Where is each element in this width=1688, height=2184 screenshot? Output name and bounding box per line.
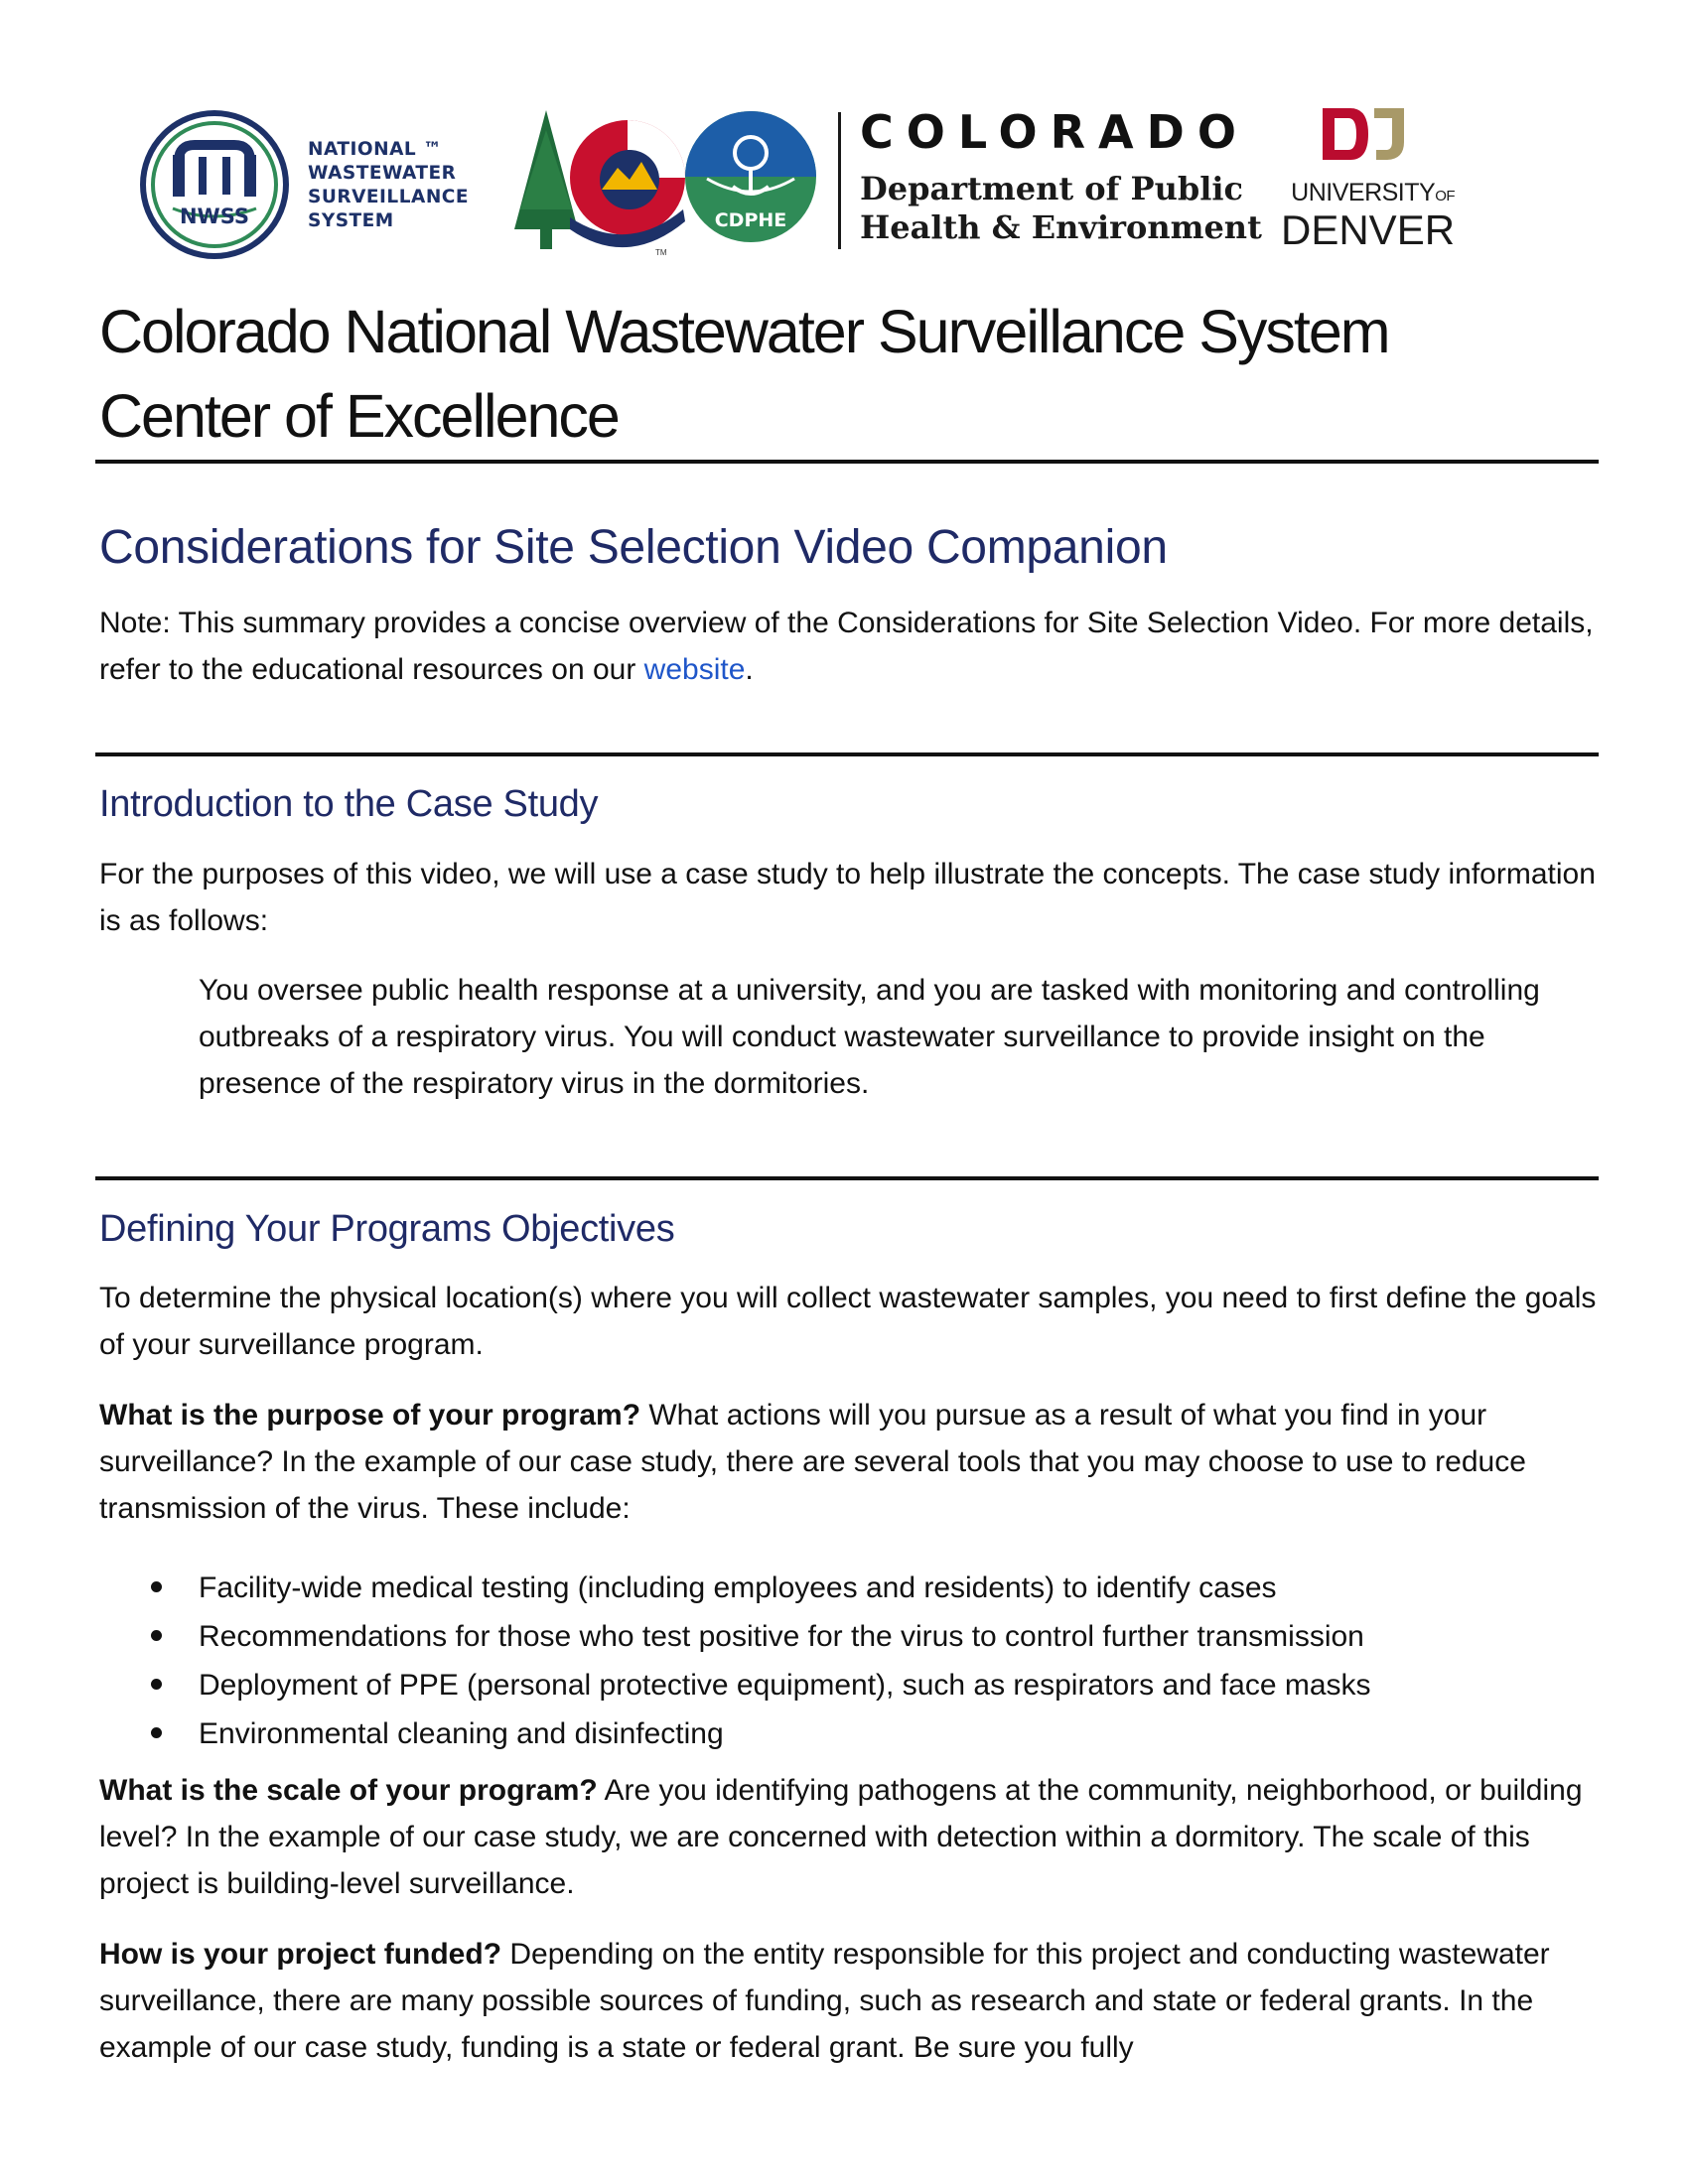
purpose-text: What actions will you pursue as a result of what you find in your surveillance? In the example of our case study, there are several tools that you may choose to use to reduce transmission of the virus. These include: [99, 1399, 1526, 1525]
cdphe-name-line: Health & Environment [860, 208, 1262, 246]
cdphe-seal-logo [683, 109, 818, 244]
funding-question: How is your project funded? [99, 1938, 502, 1971]
cdphe-seal-text: CDPHE [714, 209, 787, 231]
intro-heading: Introduction to the Case Study [99, 783, 599, 825]
cdphe-name [860, 170, 1262, 247]
tools-list [99, 1564, 1609, 1758]
nwss-wordmark [308, 138, 469, 233]
partner-logos [139, 104, 1460, 268]
du-of: OF [1435, 188, 1456, 205]
university-of-denver-mark [1321, 106, 1406, 162]
list-item: Deployment of PPE (personal protective equipment), such as respirators and face masks [99, 1661, 1609, 1709]
logo-divider [838, 112, 841, 249]
list-item: Recommendations for those who test positive for the virus to control further transmission [99, 1612, 1609, 1661]
university-of-denver-wordmark [1281, 180, 1455, 251]
nwss-seal-text: NWSS [179, 205, 250, 228]
scale-text: Are you identifying pathogens at the community, neighborhood, or building level? In the example of our case study, we are concerned with detection within a dormitory. The scale of this project is building-level surveillance. [99, 1774, 1583, 1900]
objectives-paragraph: To determine the physical location(s) where you will collect wastewater samples, you need to first define the goals of your surveillance program. [99, 1282, 1597, 1361]
scale-question: What is the scale of your program? [99, 1774, 598, 1807]
du-denver: DENVER [1281, 206, 1456, 253]
list-item: Environmental cleaning and disinfecting [99, 1709, 1609, 1758]
section-divider [95, 752, 1599, 756]
du-university: UNIVERSITY [1291, 179, 1436, 206]
document-title-line: Colorado National Wastewater Surveillance System [99, 298, 1389, 365]
website-link[interactable]: website [643, 653, 746, 686]
document-title [99, 290, 1599, 459]
document-title-line: Center of Excellence [99, 382, 619, 450]
cdphe-name-line: Department of Public [860, 170, 1244, 207]
case-study-quote: You oversee public health response at a university, and you are tasked with monitoring and controlling outbreaks of a respiratory virus. You will conduct wastewater surveillance to provide insight on the presence of the respiratory virus in the dormitories. [199, 974, 1540, 1100]
companion-heading: Considerations for Site Selection Video Companion [99, 521, 1168, 574]
purpose-question: What is the purpose of your program? [99, 1399, 641, 1432]
funding-paragraph [99, 1931, 1609, 2071]
section-divider [95, 1176, 1599, 1180]
note-suffix: . [745, 653, 754, 686]
title-divider [95, 460, 1599, 464]
scale-paragraph [99, 1767, 1609, 1907]
purpose-paragraph [99, 1392, 1609, 1532]
nwss-seal-logo [139, 109, 290, 260]
colorado-state-logo [506, 110, 687, 259]
funding-text: Depending on the entity responsible for this project and conducting wastewater surveillance, there are many possible sources of funding, such as research and state or federal grants. In the example of our case study, funding is a state or federal grant. Be sure you fully [99, 1938, 1550, 2064]
svg-text:TM: TM [655, 248, 667, 257]
intro-paragraph: For the purposes of this video, we will use a case study to help illustrate the concepts. The case study information is as follows: [99, 858, 1596, 937]
note-paragraph [99, 600, 1609, 693]
nwss-line: SURVEILLANCE [308, 187, 470, 207]
nwss-line: WASTEWATER [308, 163, 457, 184]
objectives-heading: Defining Your Programs Objectives [99, 1208, 675, 1250]
colorado-wordmark: COLORADO [860, 105, 1249, 159]
list-item: Facility-wide medical testing (including employees and residents) to identify cases [99, 1564, 1609, 1612]
note-text: Note: This summary provides a concise overview of the Considerations for Site Selection Video. For more details, refer to the educational resources on our [99, 607, 1594, 686]
nwss-line: NATIONAL ™ [308, 139, 443, 160]
nwss-line: SYSTEM [308, 210, 394, 231]
